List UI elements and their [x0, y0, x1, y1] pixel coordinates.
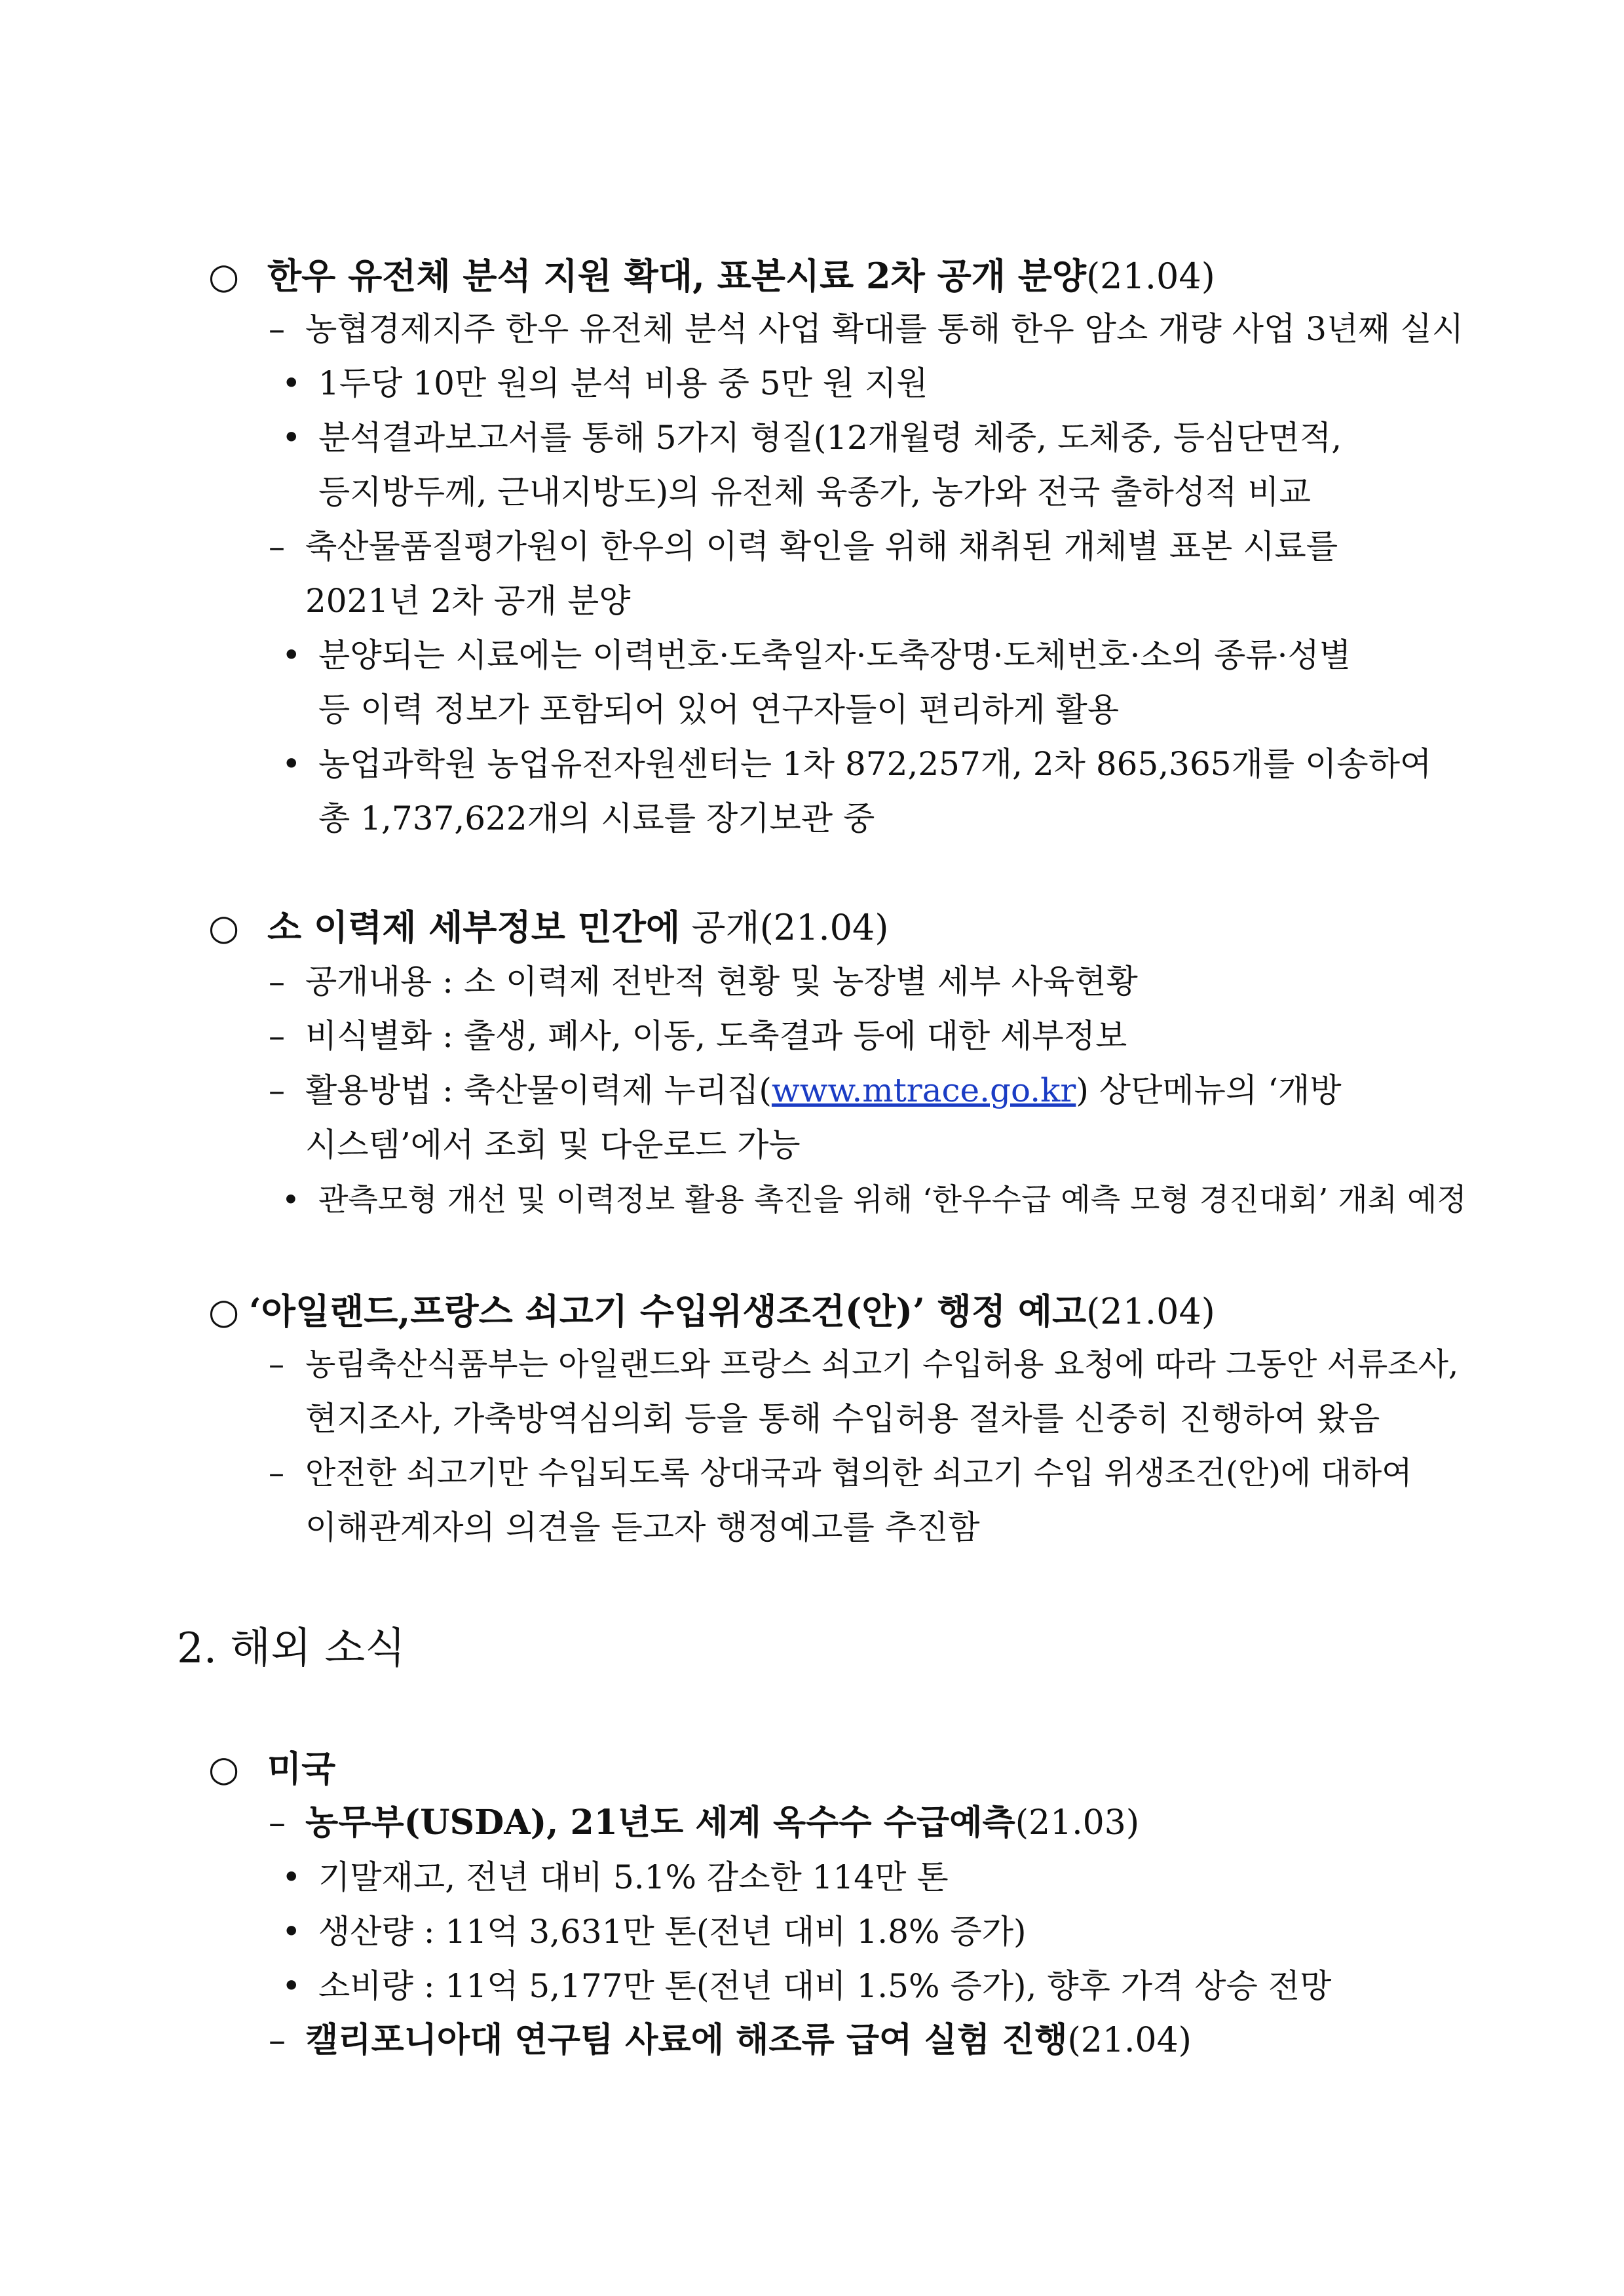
list-item	[269, 1452, 1412, 1494]
list-item-continuation	[305, 1398, 1380, 1440]
heading-date: 공개(21.04)	[680, 907, 889, 948]
circle-bullet-icon: ○	[208, 1748, 240, 1789]
section-heading-overseas: 2. 해외 소식	[177, 1624, 406, 1673]
heading-bold-text: 한우 유전체 분석 지원 확대, 표본시료 2차 공개 분양	[267, 255, 1087, 297]
heading-bold-text: 미국	[267, 1748, 336, 1789]
item-text: 이해관계자의 의견을 듣고자 행정예고를 추진함	[305, 1508, 980, 1546]
list-item	[269, 1069, 1342, 1111]
subheading-bold-text: 캘리포니아대 연구팀 사료에 해조류 급여 실험 진행	[305, 2020, 1068, 2060]
list-item	[282, 1856, 949, 1898]
heading-cattle-traceability	[208, 904, 888, 951]
list-item	[269, 961, 1138, 1003]
item-text: 소비량 : 11억 5,177만 톤(전년 대비 1.5% 증가), 향후 가격 상승 전망	[318, 1967, 1332, 2005]
subheading-bold-text: 농무부(USDA), 21년도 세계 옥수수 수급예측	[305, 1803, 1015, 1843]
dot-bullet-icon: •	[282, 1967, 301, 2005]
item-text: 농림축산식품부는 아일랜드와 프랑스 쇠고기 수입허용 요청에 따라 그동안 서류조사,	[305, 1346, 1459, 1383]
item-text: 시스템’에서 조회 및 다운로드 가능	[305, 1126, 801, 1164]
list-item	[269, 308, 1463, 350]
list-item-continuation	[305, 1506, 980, 1548]
dot-bullet-icon: •	[282, 1858, 301, 1896]
heading-usa	[208, 1746, 335, 1792]
list-item	[282, 1911, 1027, 1953]
dash-bullet-icon: –	[269, 1017, 285, 1055]
item-text: 기말재고, 전년 대비 5.1% 감소한 114만 톤	[318, 1858, 949, 1896]
dash-bullet-icon: –	[269, 1455, 284, 1491]
item-text: 안전한 쇠고기만 수입되도록 상대국과 협의한 쇠고기 수입 위생조건(안)에 대하여	[305, 1455, 1412, 1491]
dash-bullet-icon: –	[269, 527, 285, 565]
item-text: 분석결과보고서를 통해 5가지 형질(12개월령 체중, 도체중, 등심단면적,	[318, 419, 1342, 457]
dot-bullet-icon: •	[282, 636, 301, 674]
dash-bullet-icon: –	[269, 1803, 286, 1843]
subheading-uc-seaweed	[269, 2019, 1192, 2061]
dot-bullet-icon: •	[282, 745, 301, 783]
subheading-usda-corn	[269, 1802, 1139, 1844]
item-text: 현지조사, 가축방역심의회 등을 통해 수입허용 절차를 신중히 진행하여 왔음	[305, 1400, 1380, 1438]
dot-bullet-icon: •	[282, 1913, 301, 1951]
heading-bold-text: 소 이력제 세부정보 민간에	[267, 906, 681, 948]
item-text: 1두당 10만 원의 분석 비용 중 5만 원 지원	[318, 364, 928, 402]
list-item-continuation	[318, 797, 875, 839]
item-text: 등지방두께, 근내지방도)의 유전체 육종가, 농가와 전국 출하성적 비교	[318, 473, 1311, 511]
dot-bullet-icon: •	[282, 364, 301, 402]
subheading-date: (21.04)	[1067, 2021, 1192, 2060]
item-text: 분양되는 시료에는 이력번호·도축일자·도축장명·도체번호·소의 종류·성별	[318, 636, 1351, 674]
dot-bullet-icon: •	[282, 1182, 300, 1218]
item-text: 비식별화 : 출생, 폐사, 이동, 도축결과 등에 대한 세부정보	[305, 1017, 1127, 1055]
circle-bullet-icon: ○	[208, 907, 240, 948]
circle-bullet-icon: ○	[208, 1291, 240, 1332]
heading-hanwoo-genome	[208, 253, 1215, 299]
item-text: ) 상단메뉴의 ‘개방	[1076, 1071, 1342, 1109]
subheading-date: (21.03)	[1015, 1803, 1140, 1843]
heading-import-conditions	[208, 1288, 1215, 1335]
list-item	[282, 1179, 1467, 1221]
list-item	[282, 362, 928, 404]
item-text: 2021년 2차 공개 분양	[305, 582, 631, 620]
list-item	[269, 1343, 1458, 1385]
list-item-continuation	[305, 580, 631, 622]
item-text: 생산량 : 11억 3,631만 톤(전년 대비 1.8% 증가)	[318, 1913, 1027, 1951]
list-item	[282, 417, 1342, 459]
heading-date: (21.04)	[1086, 1291, 1215, 1332]
heading-bold-text: ‘아일랜드,프랑스 쇠고기 수입위생조건(안)’ 행정 예고	[249, 1290, 1087, 1332]
dash-bullet-icon: –	[269, 1346, 284, 1383]
list-item	[269, 1015, 1127, 1057]
dash-bullet-icon: –	[269, 963, 285, 1001]
circle-bullet-icon: ○	[208, 256, 240, 297]
dash-bullet-icon: –	[269, 310, 285, 348]
item-text: 축산물품질평가원이 한우의 이력 확인을 위해 채취된 개체별 표본 시료를	[305, 527, 1338, 565]
item-text: 활용방법 : 축산물이력제 누리집(	[305, 1071, 772, 1109]
dash-bullet-icon: –	[269, 2021, 286, 2060]
heading-date: (21.04)	[1086, 256, 1215, 297]
item-text: 총 1,737,622개의 시료를 장기보관 중	[318, 799, 875, 837]
list-item	[282, 634, 1351, 676]
list-item-continuation	[305, 1124, 801, 1166]
item-text: 농협경제지주 한우 유전체 분석 사업 확대를 통해 한우 암소 개량 사업 3년째 실시	[305, 310, 1464, 348]
dot-bullet-icon: •	[282, 419, 301, 457]
list-item-continuation	[318, 471, 1311, 513]
item-text: 공개내용 : 소 이력제 전반적 현황 및 농장별 세부 사육현황	[305, 963, 1138, 1001]
item-text: 농업과학원 농업유전자원센터는 1차 872,257개, 2차 865,365개를 이송하여	[318, 745, 1432, 783]
list-item	[269, 526, 1338, 567]
item-text: 관측모형 개선 및 이력정보 활용 촉진을 위해 ‘한우수급 예측 모형 경진대회’ 개최 예정	[318, 1182, 1467, 1218]
item-text: 등 이력 정보가 포함되어 있어 연구자들이 편리하게 활용	[318, 691, 1120, 729]
dash-bullet-icon: –	[269, 1071, 285, 1109]
list-item	[282, 743, 1431, 785]
mtrace-link[interactable]: www.mtrace.go.kr	[771, 1071, 1076, 1109]
list-item-continuation	[318, 689, 1119, 731]
list-item	[282, 1965, 1331, 2007]
